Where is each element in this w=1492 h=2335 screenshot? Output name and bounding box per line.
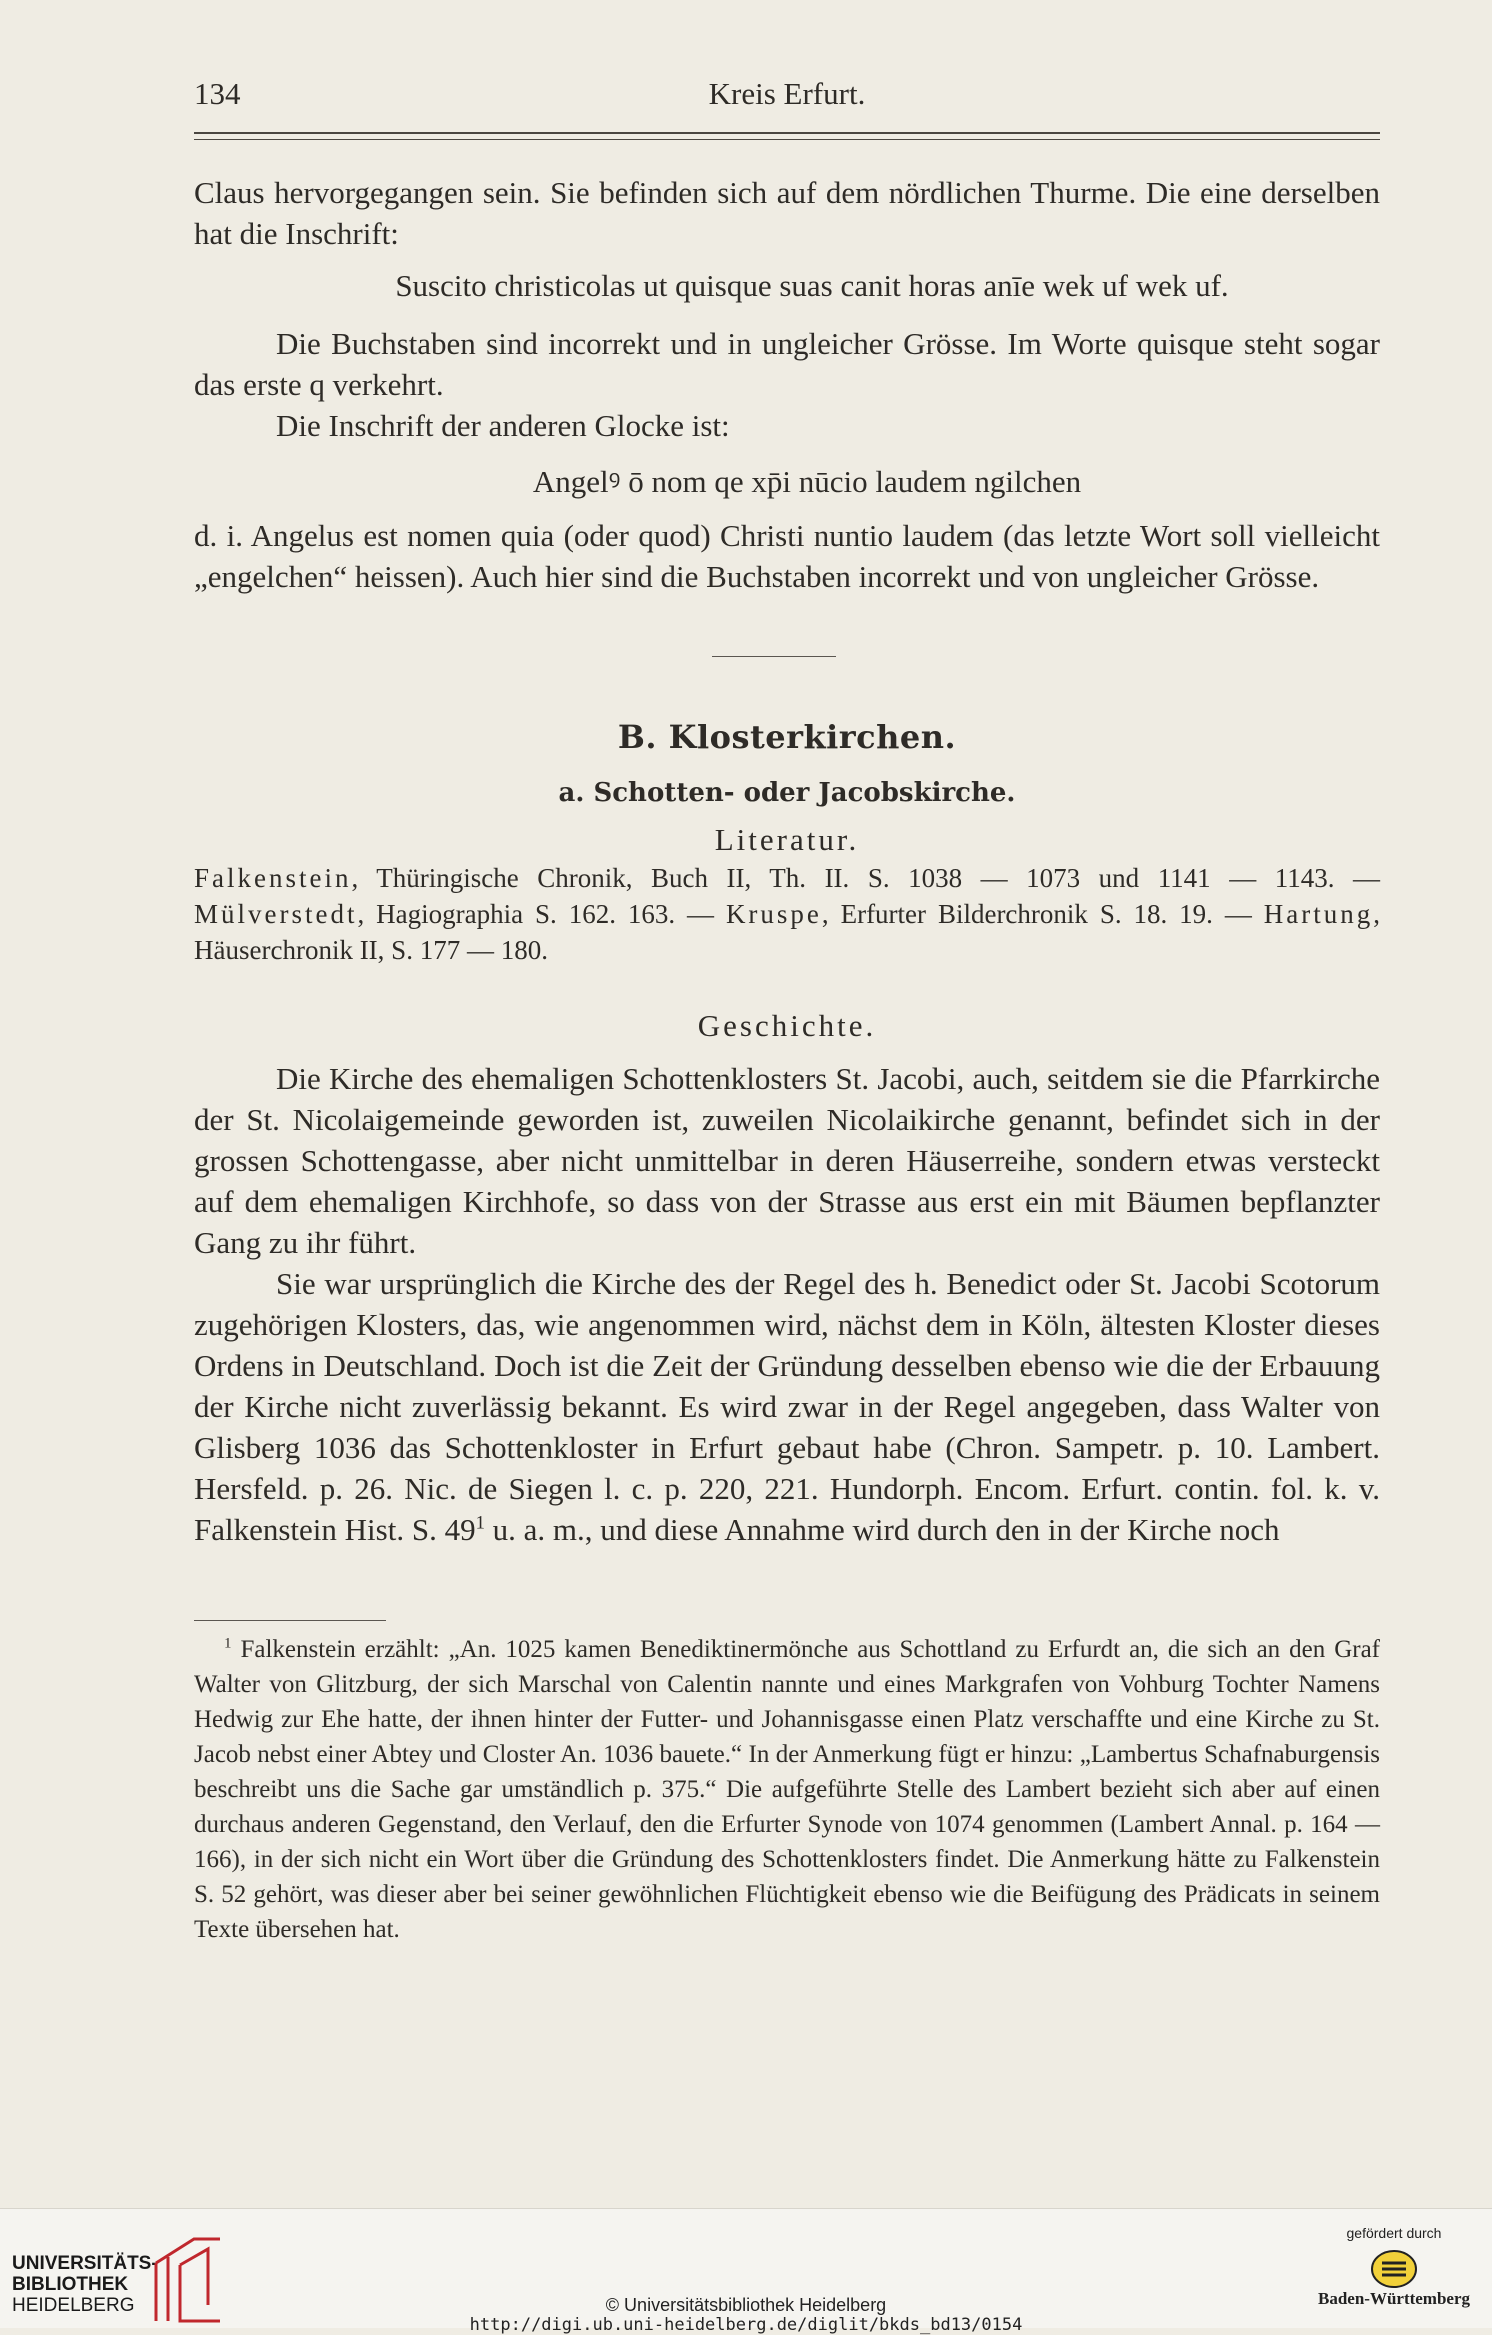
geschichte-paragraph-2: Sie war ursprünglich die Kirche des der Regel des h. Benedict oder St. Jacobi Scotorum zugehörigen Klosters, das, wie angenommen wird, nächst dem in Köln, ältesten Kloster dieses Ordens in Deutschland. Doch ist die Zeit der Gründung desselben ebenso wie die der Erbauung der Kirche nicht zuverlässig bekannt. Es wird zwar in der Regel angegeben, dass Walter von Glisberg 1036 das Schottenkloster in Erfurt gebaut habe (Chron. Sampetr. p. 10. Lambert. Hersfeld. p. 26. Nic. de Siegen l. c. p. 220, 221. Hundorph. Encom. Erfurt. contin. fol. k. v. Falkenstein Hist. S. $49^1$ u. a. m., und diese Annahme wird durch den in der Kirche noch (194, 1266, 1380, 1547)
geschichte-paragraph-1: Die Kirche des ehemaligen Schottenklosters St. Jacobi, auch, seitdem sie die Pfarrkirche der St. Nicolaigemeinde geworden ist, zuweilen Nicolaikirche genannt, befindet sich in der grossen Schottengasse, aber nicht unmittelbar in deren Häuserreihe, sondern etwas versteckt auf dem ehemaligen Kirchhofe, so dass von der Strasse aus erst ein mit Bäumen bepflanzter Gang zu ihr führt. (194, 1061, 1380, 1260)
copyright-notice: © Universitätsbibliothek Heidelberg http://digi.ub.uni-heidelberg.de/diglit/bkds_bd13/0154 (0, 2295, 1492, 2335)
lit-author: Kruspe (725, 899, 822, 929)
permalink[interactable]: http://digi.ub.uni-heidelberg.de/diglit/bkds_bd13/0154 (469, 2315, 1023, 2335)
lit-ref: , Häuserchronik II, S. 177 — 180. (194, 899, 1380, 965)
section-divider (712, 656, 836, 657)
literatur-list (194, 860, 1380, 968)
page-header (194, 76, 1380, 126)
lit-author: Falkenstein (194, 863, 352, 893)
inscription-2: Angelꝰ ō nom qe xp̄i nūcio laudem ngilchen (532, 464, 1082, 499)
lit-ref: , Erfurter Bilderchronik S. 18. 19. — (821, 899, 1252, 929)
footnote: $^1$ Falkenstein erzählt: „An. 1025 kamen Benediktinermönche aus Schottland zu Erfurdt an, die sich an den Graf Walter von Glitzburg, der sich Marschal von Calentin nannte und eines Markgrafen von Vohburg Tochter Namens Hedwig zur Ehe hatte, der ihnen hinter der Futter- und Johannisgasse einen Platz verschaffte und eine Kirche zu St. Jacob nebst einer Abtey und Closter An. 1036 bauete.“ In der Anmerkung fügt er hinzu: „Lambertus Schafnaburgensis beschreibt uns die Sache gar umständlich p. 375.“ Die aufgeführte Stelle des Lambert bezieht sich aber auf einen durchaus anderen Gegenstand, den Verlauf, den die Erfurter Synode von 1074 genommen (Lambert Annal. p. 164 — 166), in der sich nicht ein Wort über die Gründung des Schottenklosters findet. Die Anmerkung hätte zu Falkenstein S. 52 gehört, was dieser aber bei seiner gewöhnlichen Flüchtigkeit ebenso wie die Beifügung des Prädicats in seinem Texte übersehen hat. (194, 1635, 1380, 1943)
funded-by-label: gefördert durch (1346, 2225, 1442, 2241)
footnote-rule (194, 1620, 386, 1621)
section-heading: B. Klosterkirchen. (617, 718, 957, 756)
inscription-1: Suscito christicolas ut quisque suas canit horas anīe wek uf wek uf. (395, 268, 1229, 303)
lit-ref: , Hagiographia S. 162. 163. — (357, 899, 726, 929)
paragraph-4: d. i. Angelus est nomen quia (oder quod) Christi nuntio laudem (das letzte Wort soll vielleicht „engelchen“ heissen). Auch hier sind die Buchstaben incorrekt und von ungleicher Grösse. (194, 518, 1380, 594)
page-number: 134 (194, 76, 241, 111)
literatur-heading: Literatur. (714, 822, 860, 857)
running-title: Kreis Erfurt. (708, 76, 866, 111)
library-logo-text[interactable]: UNIVERSITÄTS- BIBLIOTHEK HEIDELBERG (12, 2253, 158, 2316)
digitization-footer (0, 2208, 1492, 2335)
footnote-ref: 1 (475, 1512, 485, 1534)
header-rule (194, 132, 1380, 140)
lit-ref: , Thüringische Chronik, Buch II, Th. II. S. 1038 — 1073 und 1141 — 1143. — (351, 863, 1380, 893)
coat-of-arms-icon (1368, 2247, 1420, 2291)
footnote-marker: 1 (224, 1635, 232, 1652)
lit-author: Mülverstedt (194, 899, 358, 929)
paragraph-3: Die Inschrift der anderen Glocke ist: (276, 408, 730, 443)
lit-author: Hartung (1263, 899, 1374, 929)
paragraph-2: Die Buchstaben sind incorrekt und in ungleicher Grösse. Im Worte quisque steht sogar das erste q verkehrt. (194, 326, 1380, 402)
geschichte-heading: Geschichte. (697, 1008, 877, 1043)
subsection-heading: a. Schotten- oder Jacobskirche. (558, 778, 1016, 808)
funder-block (1314, 2225, 1474, 2309)
paragraph-1: Claus hervorgegangen sein. Sie befinden sich auf dem nördlichen Thurme. Die eine derselben hat die Inschrift: (194, 175, 1380, 251)
funder-name[interactable]: Baden-Württemberg (1317, 2289, 1471, 2308)
